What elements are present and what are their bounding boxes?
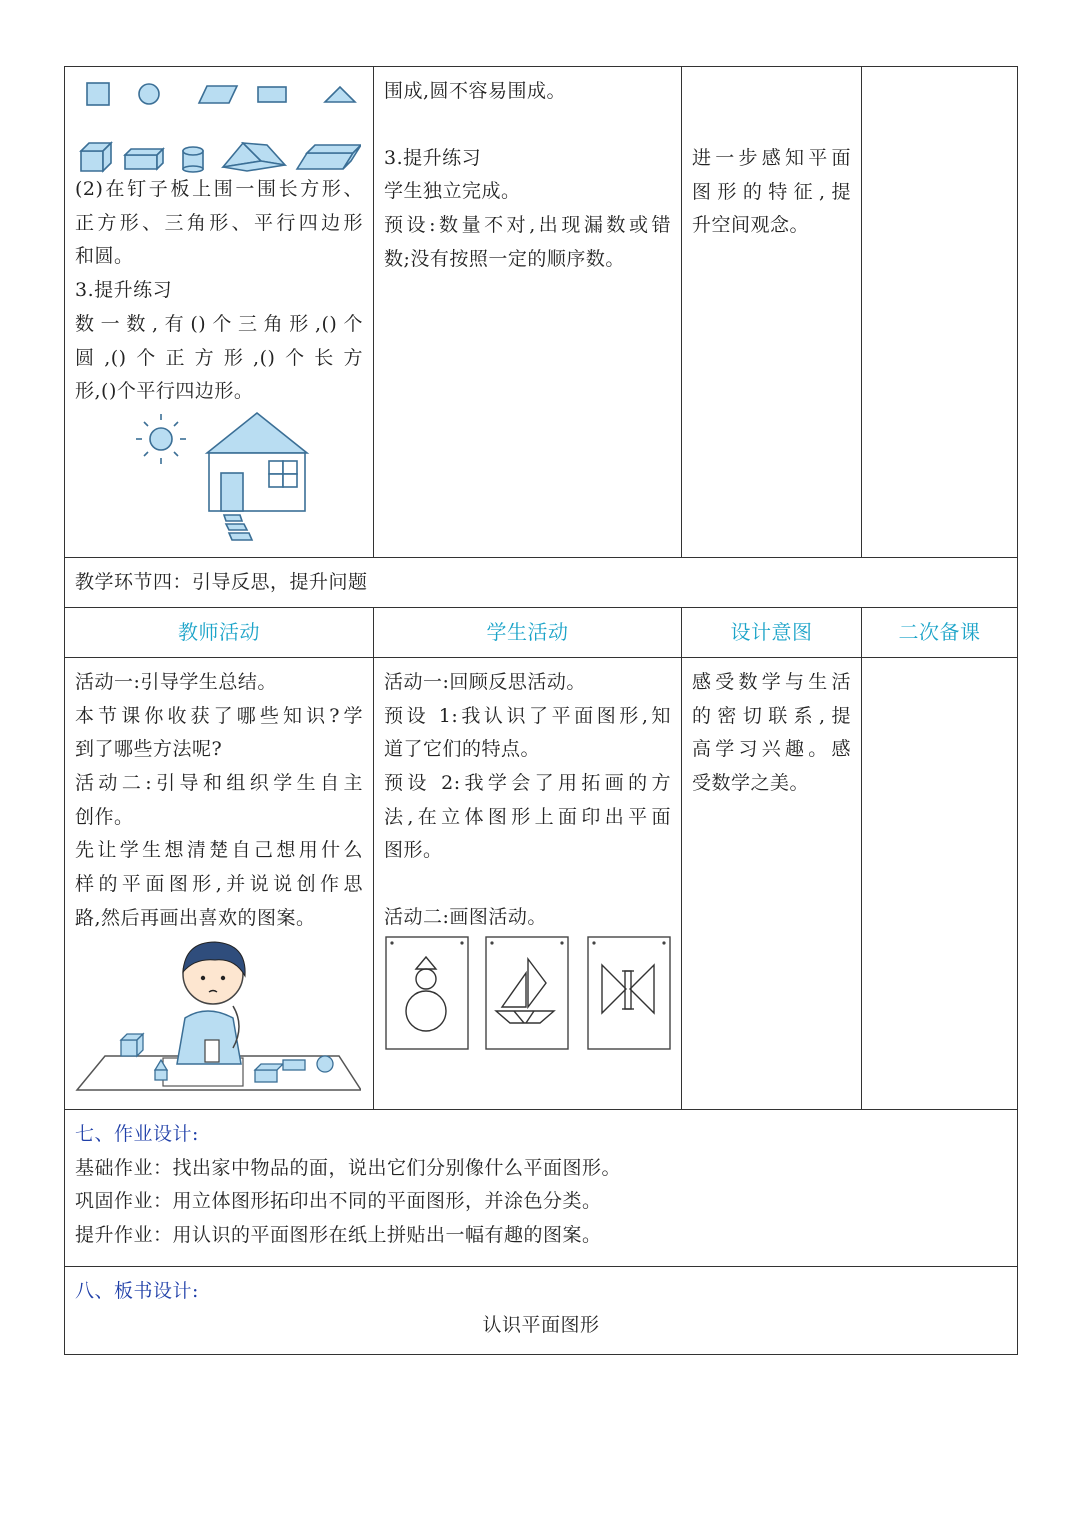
thinking-boy-illustration bbox=[75, 936, 361, 1096]
homework-consolidate: 巩固作业：用立体图形拓印出不同的平面图形，并涂色分类。 bbox=[75, 1190, 602, 1213]
butterfly-drawing bbox=[588, 937, 670, 1049]
count-question-line1: 数一数,有()个三角形,()个 bbox=[75, 312, 363, 335]
house-drawing bbox=[207, 413, 307, 540]
student-line-5: 数;没有按照一定的顺序数。 bbox=[384, 247, 625, 270]
practice-title: 3.提升练习 bbox=[75, 279, 173, 302]
triangular-prism-solid bbox=[223, 143, 285, 171]
snowman-drawing bbox=[386, 937, 468, 1049]
board-center-title: 认识平面图形 bbox=[482, 1313, 600, 1336]
parallelogram-prism-solid bbox=[297, 145, 361, 169]
teacher-practice-cell bbox=[65, 67, 374, 558]
intent-reflect-line-3: 高学习兴趣。感 bbox=[692, 738, 851, 761]
intent-line-3: 升空间观念。 bbox=[692, 214, 810, 237]
teacher-line-7: 样的平面图形,并说说创作思 bbox=[75, 873, 363, 896]
second-prep-header: 二次备课 bbox=[862, 607, 1018, 657]
board-design-title: 八、板书设计: bbox=[75, 1279, 199, 1302]
rectangle-shape bbox=[258, 87, 286, 102]
column-header-row bbox=[65, 607, 1018, 657]
teacher-reflection-cell bbox=[65, 657, 374, 1109]
teacher-line-4: 活动二:引导和组织学生自主 bbox=[75, 772, 363, 795]
count-question-line3: 形,()个平行四边形。 bbox=[75, 380, 254, 403]
second-prep-cell bbox=[862, 67, 1018, 558]
intent-practice-cell bbox=[682, 67, 862, 558]
house-and-sun-figure bbox=[127, 411, 367, 551]
circle-shape bbox=[139, 84, 159, 104]
teacher-line-6: 先让学生想清楚自己想用什么 bbox=[75, 839, 363, 862]
reflection-row bbox=[65, 657, 1018, 1109]
student-drawing-activity: 活动二:画图活动。 bbox=[384, 906, 547, 929]
board-design-section bbox=[65, 1266, 1018, 1354]
homework-section bbox=[65, 1109, 1018, 1266]
intent-line-1: 进一步感知平面 bbox=[692, 147, 851, 169]
intent-reflect-line-4: 受数学之美。 bbox=[692, 772, 810, 795]
design-intent-header: 设计意图 bbox=[682, 607, 862, 657]
sailboat-drawing bbox=[486, 937, 568, 1049]
sun-icon bbox=[136, 414, 186, 464]
activity-2-text-line3: 和圆。 bbox=[75, 245, 134, 268]
homework-advanced: 提升作业：用认识的平面图形在纸上拼贴出一幅有趣的图案。 bbox=[75, 1224, 602, 1247]
practice-row bbox=[65, 67, 1018, 558]
student-reflect-line-2: 预设 1:我认识了平面图形,知 bbox=[384, 704, 671, 727]
lesson-table bbox=[64, 66, 1018, 1355]
teacher-line-5: 创作。 bbox=[75, 805, 134, 828]
teacher-line-3: 到了哪些方法呢? bbox=[75, 738, 223, 761]
intent-reflect-line-1: 感受数学与生活 bbox=[692, 670, 851, 693]
student-drawings-figure bbox=[384, 935, 674, 1053]
triangle-shape bbox=[325, 87, 355, 102]
teacher-activity-header: 教师活动 bbox=[65, 607, 374, 657]
student-reflect-line-3: 道了它们的特点。 bbox=[384, 738, 541, 761]
second-prep-reflection-cell bbox=[862, 657, 1018, 1109]
count-question-line2: 圆,()个正方形,()个长方 bbox=[75, 346, 363, 369]
student-practice-title: 3.提升练习 bbox=[384, 146, 482, 169]
homework-title: 七、作业设计: bbox=[75, 1122, 199, 1145]
student-reflect-line-5: 法,在立体图形上面印出平面 bbox=[384, 805, 671, 828]
lesson-plan-sheet bbox=[64, 66, 1017, 1355]
homework-basic: 基础作业：找出家中物品的面，说出它们分别像什么平面图形。 bbox=[75, 1156, 622, 1179]
student-practice-cell bbox=[374, 67, 682, 558]
square-shape bbox=[87, 83, 109, 105]
intent-reflection-cell bbox=[682, 657, 862, 1109]
parallelogram-shape bbox=[199, 86, 237, 103]
teacher-line-2: 本节课你收获了哪些知识?学 bbox=[75, 704, 363, 727]
segment-four-title: 教学环节四：引导反思，提升问题 bbox=[65, 557, 1018, 607]
student-line-3: 学生独立完成。 bbox=[384, 180, 521, 203]
cube-solid bbox=[81, 143, 111, 171]
student-reflect-line-6: 图形。 bbox=[384, 839, 443, 862]
teacher-line-8: 路,然后再画出喜欢的图案。 bbox=[75, 906, 316, 929]
student-activity-header: 学生活动 bbox=[374, 607, 682, 657]
activity-2-text-line2: 正方形、三角形、平行四边形 bbox=[75, 211, 363, 234]
student-reflect-line-4: 预设 2:我学会了用拓画的方 bbox=[384, 772, 671, 795]
student-reflect-line-1: 活动一:回顾反思活动。 bbox=[384, 670, 586, 693]
intent-reflect-line-2: 的密切联系,提 bbox=[692, 704, 851, 727]
teacher-line-1: 活动一:引导学生总结。 bbox=[75, 670, 277, 693]
student-line-1: 围成,圆不容易围成。 bbox=[384, 80, 567, 102]
flat-and-solid-shapes-figure bbox=[75, 73, 361, 173]
intent-line-2: 图形的特征,提 bbox=[692, 180, 851, 203]
student-line-4: 预设:数量不对,出现漏数或错 bbox=[384, 214, 671, 237]
cylinder-solid bbox=[183, 147, 203, 172]
student-reflection-cell bbox=[374, 657, 682, 1109]
activity-2-text-line1: (2)在钉子板上围一围长方形、 bbox=[75, 178, 363, 200]
cuboid-solid bbox=[125, 149, 163, 169]
